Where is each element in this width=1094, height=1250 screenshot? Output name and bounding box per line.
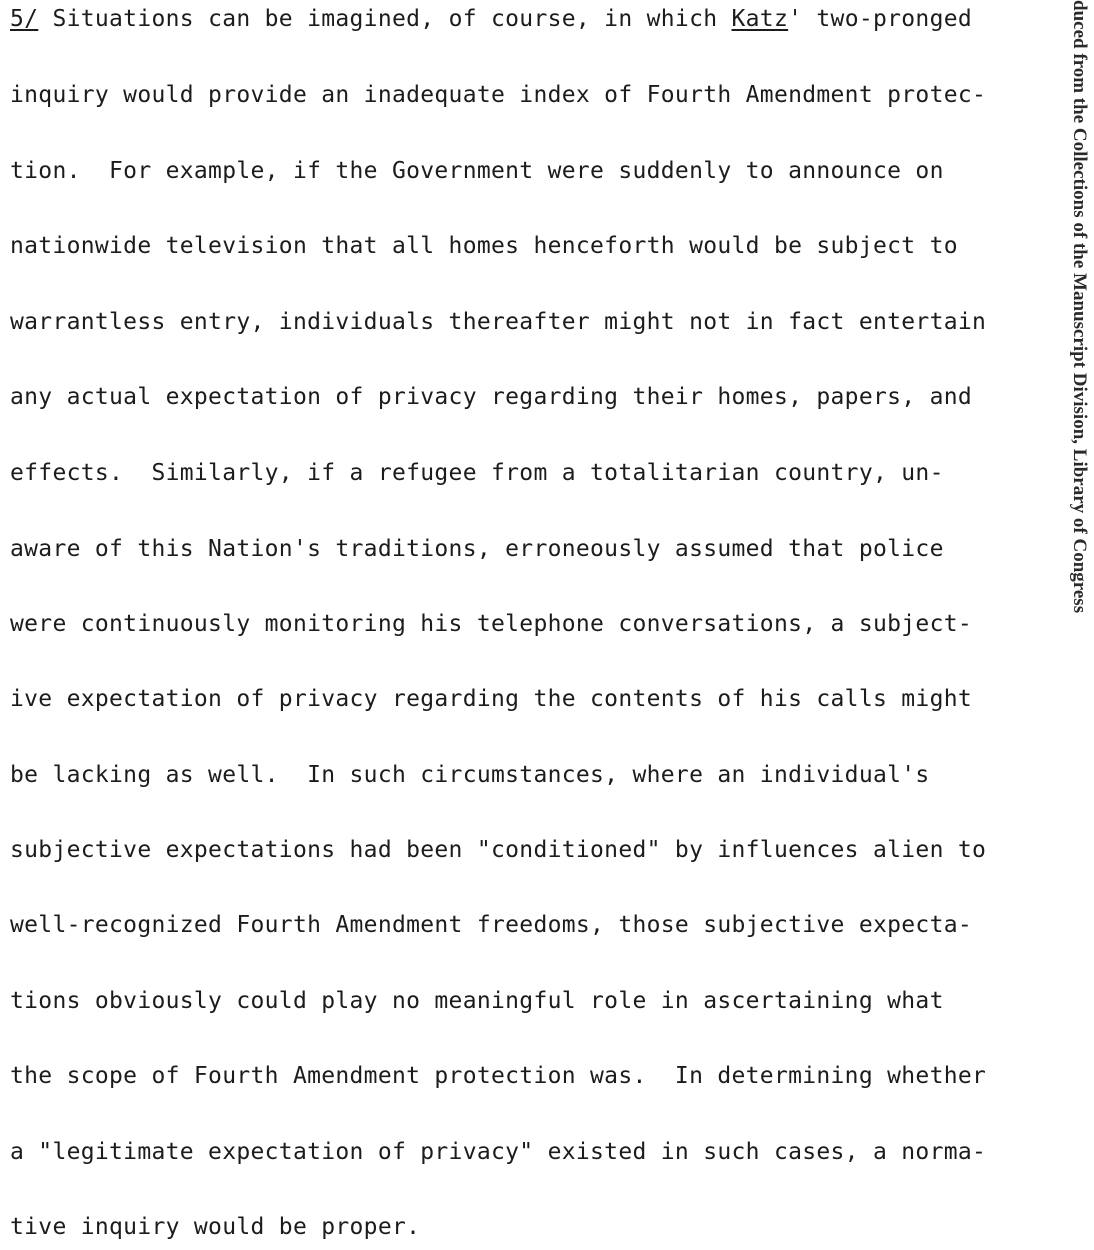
footnote-line-12: subjective expectations had been "conditioned" by influences alien to [10,837,987,863]
footnote-line-1 [10,4,972,34]
footnote-line-5: warrantless entry, individuals thereafter might not in fact entertain [10,309,987,335]
footnote-line-1-tail: ' two-pronged [788,6,973,32]
footnote-line-14: tions obviously could play no meaningful role in ascertaining what [10,988,944,1014]
footnote-line-8: aware of this Nation's traditions, erroneously assumed that police [10,536,944,562]
footnote-marker: 5/ [10,6,39,32]
footnote-line-11: be lacking as well. In such circumstances, where an individual's [10,762,930,788]
footnote-line-9: were continuously monitoring his telephone conversations, a subject- [10,611,973,637]
footnote-line-3: tion. For example, if the Government were suddenly to announce on [10,158,944,184]
footnote-line-13: well-recognized Fourth Amendment freedoms, those subjective expecta- [10,912,973,938]
footnote-line-16: a "legitimate expectation of privacy" existed in such cases, a norma- [10,1139,987,1165]
footnote-line-4: nationwide television that all homes henceforth would be subject to [10,233,958,259]
footnote-line-7: effects. Similarly, if a refugee from a totalitarian country, un- [10,460,944,486]
footnote-line-6: any actual expectation of privacy regarding their homes, papers, and [10,384,973,410]
footnote-line-10: ive expectation of privacy regarding the contents of his calls might [10,686,973,712]
archive-credit-text: duced from the Collections of the Manuscript Division, Library of Congress [1069,0,1090,614]
footnote-line-15: the scope of Fourth Amendment protection was. In determining whether [10,1063,987,1089]
footnote-line-17: tive inquiry would be proper. [10,1214,421,1240]
footnote-line-1-text: Situations can be imagined, of course, in which [38,6,732,32]
case-name: Katz [731,6,789,32]
archive-credit [1066,0,1094,1250]
footnote-line-2: inquiry would provide an inadequate index of Fourth Amendment protec- [10,82,987,108]
